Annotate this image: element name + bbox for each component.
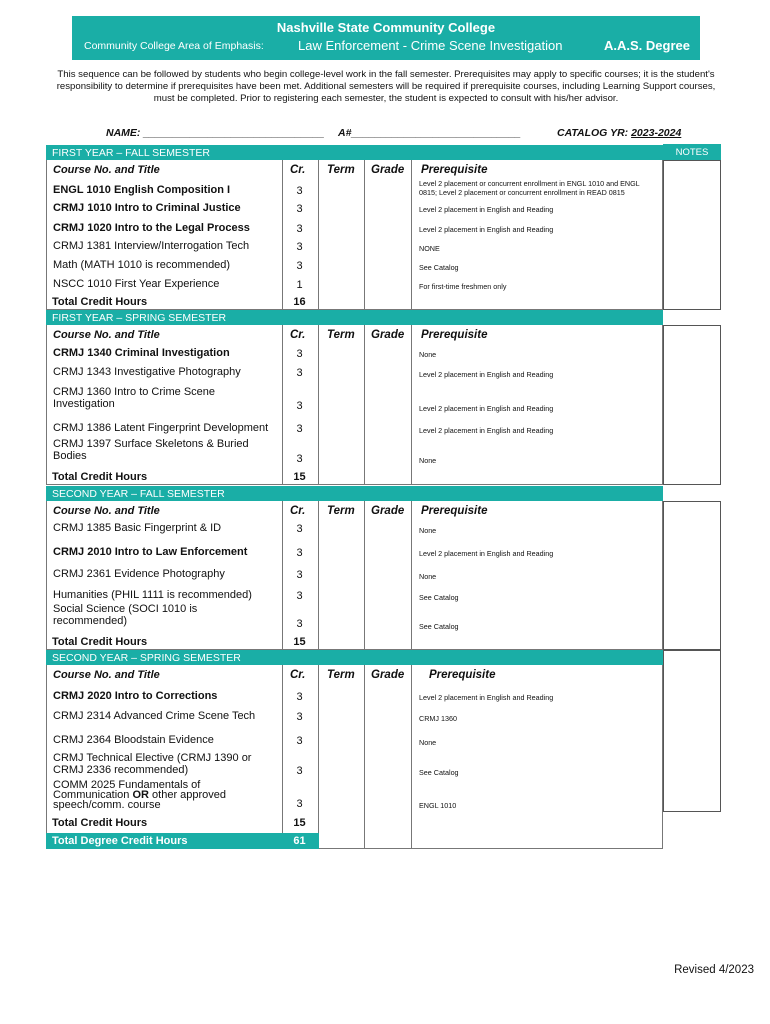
notes-box[interactable] [663, 160, 721, 310]
course-title: CRMJ 2361 Evidence Photography [53, 568, 225, 580]
course-title: CRMJ 1385 Basic Fingerprint & ID [53, 522, 222, 534]
course-credits: 3 [296, 765, 303, 777]
course-prereq: Level 2 placement in English and Reading [419, 225, 554, 234]
course-title: CRMJ 1010 Intro to Criminal Justice [53, 202, 241, 214]
semester-header-y2-spring: SECOND YEAR – SPRING SEMESTER [46, 650, 663, 665]
course-credits: 3 [296, 423, 303, 435]
college-name: Nashville State Community College [276, 20, 496, 35]
col-cr-header: Cr. [290, 164, 306, 176]
course-credits: 3 [296, 735, 303, 747]
course-prereq: See Catalog [419, 263, 459, 272]
course-credits: 3 [296, 223, 303, 235]
course-credits: 3 [296, 241, 303, 253]
course-title-part: other approved speech/comm. course [53, 789, 227, 811]
course-credits: 3 [296, 618, 303, 630]
course-prereq: Level 2 placement in English and Reading [419, 205, 554, 214]
col-prereq-header: Prerequisite [421, 164, 488, 176]
revision-date: Revised 4/2023 [674, 964, 754, 976]
course-prereq: None [419, 738, 437, 747]
course-prereq: Level 2 placement in English and Reading [419, 404, 554, 413]
course-credits: 3 [296, 569, 303, 581]
course-title: CRMJ 1343 Investigative Photography [53, 366, 241, 378]
col-grade-header: Grade [371, 505, 405, 517]
course-title-part: COMM 2025 Fundamentals of Communication [53, 779, 201, 801]
course-prereq: None [419, 456, 437, 465]
total-credit-label: Total Credit Hours [52, 636, 148, 648]
col-grade-header: Grade [371, 164, 405, 176]
course-prereq: Level 2 placement in English and Reading [419, 549, 554, 558]
course-prereq: Level 2 placement in English and Reading [419, 426, 554, 435]
course-prereq: CRMJ 1360 [419, 714, 457, 723]
course-prereq: None [419, 526, 437, 535]
course-prereq: None [419, 350, 437, 359]
course-credits: 3 [296, 367, 303, 379]
course-title: CRMJ 1340 Criminal Investigation [53, 347, 230, 359]
semester-header-y1-spring: FIRST YEAR – SPRING SEMESTER [46, 310, 663, 325]
course-title: CRMJ 1386 Latent Fingerprint Development [53, 422, 269, 434]
col-course-header: Course No. and Title [53, 329, 160, 341]
course-title: CRMJ 2010 Intro to Law Enforcement [53, 546, 248, 558]
catalog-year [557, 127, 681, 139]
degree-total-value: 61 [293, 835, 306, 847]
course-title: NSCC 1010 First Year Experience [53, 278, 220, 290]
course-prereq: Level 2 placement in English and Reading [419, 370, 554, 379]
semester-table-y1-fall [46, 160, 663, 310]
course-prereq: Level 2 placement or concurrent enrollment in ENGL 1010 and ENGL 0815; Level 2 placement or concurrent enrollment in READ 0815 [419, 179, 640, 197]
catalog-label: CATALOG YR: [557, 127, 632, 139]
course-credits: 3 [296, 711, 303, 723]
course-title: CRMJ Technical Elective (CRMJ 1390 or CRMJ 2336 recommended) [53, 752, 252, 776]
catalog-value: 2023-2024 [631, 127, 682, 139]
total-credit-value: 15 [293, 817, 306, 829]
course-title: CRMJ 1020 Intro to the Legal Process [53, 222, 250, 234]
col-cr-header: Cr. [290, 669, 306, 681]
a-number-field[interactable]: A#_____________________________ [338, 127, 521, 139]
semester-table-y2-fall [46, 501, 663, 650]
course-credits: 3 [296, 453, 303, 465]
course-title: CRMJ 1397 Surface Skeletons & Buried Bodies [53, 438, 249, 462]
intro-text: This sequence can be followed by students who begin college-level work in the fall semester. Prerequisites may apply to specific courses; it is the student's responsibility to determine if prerequisites have been met. Additional semesters will be required if prerequisite courses, including Learning Support courses, must be completed. Prior to registering each semester, the student is expected to consult with his/her advisor. [56, 69, 716, 104]
course-title: CRMJ 1360 Intro to Crime Scene Investigation [53, 386, 216, 410]
course-title: CRMJ 2020 Intro to Corrections [53, 690, 218, 702]
course-title: CRMJ 1381 Interview/Interrogation Tech [53, 240, 250, 252]
course-credits: 3 [296, 691, 303, 703]
header-banner [72, 16, 700, 60]
semester-header-y1-fall: FIRST YEAR – FALL SEMESTER [46, 145, 663, 160]
program-name: Law Enforcement - Crime Scene Investigation [298, 38, 563, 53]
total-credit-value: 16 [293, 296, 306, 308]
name-field[interactable]: NAME: _______________________________ [106, 127, 325, 139]
course-prereq: See Catalog [419, 593, 459, 602]
notes-box[interactable] [663, 501, 721, 650]
col-prereq-header: Prerequisite [421, 505, 488, 517]
notes-box[interactable] [663, 325, 721, 485]
notes-box[interactable] [663, 650, 721, 812]
course-title: Social Science (SOCI 1010 is recommended) [53, 603, 198, 627]
col-course-header: Course No. and Title [53, 164, 160, 176]
course-title: ENGL 1010 English Composition I [53, 184, 231, 196]
course-title: CRMJ 2314 Advanced Crime Scene Tech [53, 710, 256, 722]
col-term-header: Term [327, 329, 355, 341]
total-credit-label: Total Credit Hours [52, 817, 148, 829]
degree-total-bar [46, 833, 319, 849]
course-credits: 3 [296, 547, 303, 559]
col-course-header: Course No. and Title [53, 505, 160, 517]
course-credits: 3 [296, 523, 303, 535]
notes-header: NOTES [663, 144, 721, 160]
course-prereq: For first-time freshmen only [419, 282, 507, 291]
col-grade-header: Grade [371, 329, 405, 341]
course-credits: 3 [296, 798, 303, 810]
course-credits: 3 [296, 203, 303, 215]
course-prereq: See Catalog [419, 622, 459, 631]
course-credits: 3 [296, 400, 303, 412]
col-course-header: Course No. and Title [53, 669, 160, 681]
course-title: CRMJ 2364 Bloodstain Evidence [53, 734, 214, 746]
emphasis-label: Community College Area of Emphasis: [84, 40, 264, 52]
col-cr-header: Cr. [290, 505, 306, 517]
course-prereq: ENGL 1010 [419, 801, 457, 810]
course-title: Humanities (PHIL 1111 is recommended) [53, 589, 252, 601]
course-prereq: See Catalog [419, 768, 459, 777]
col-prereq-header: Prerequisite [429, 669, 496, 681]
total-credit-value: 15 [293, 636, 306, 648]
col-cr-header: Cr. [290, 329, 306, 341]
course-title-or: OR [132, 789, 149, 801]
course-title: Math (MATH 1010 is recommended) [53, 259, 231, 271]
course-credits: 3 [296, 260, 303, 272]
col-term-header: Term [327, 505, 355, 517]
course-title [53, 780, 253, 810]
total-credit-label: Total Credit Hours [52, 471, 148, 483]
course-credits: 3 [296, 590, 303, 602]
course-credits: 3 [296, 348, 303, 360]
course-credits: 1 [296, 279, 303, 291]
course-prereq: Level 2 placement in English and Reading [419, 693, 554, 702]
total-credit-label: Total Credit Hours [52, 296, 148, 308]
degree-total-label: Total Degree Credit Hours [52, 835, 188, 847]
semester-table-y1-spring [46, 325, 663, 485]
course-prereq: None [419, 572, 437, 581]
course-prereq: NONE [419, 244, 440, 253]
total-credit-value: 15 [293, 471, 306, 483]
semester-header-y2-fall: SECOND YEAR – FALL SEMESTER [46, 486, 663, 501]
course-row [47, 178, 662, 198]
course-credits: 3 [296, 185, 303, 197]
degree-type: A.A.S. Degree [604, 38, 690, 53]
col-term-header: Term [327, 669, 355, 681]
col-prereq-header: Prerequisite [421, 329, 488, 341]
col-grade-header: Grade [371, 669, 405, 681]
col-term-header: Term [327, 164, 355, 176]
